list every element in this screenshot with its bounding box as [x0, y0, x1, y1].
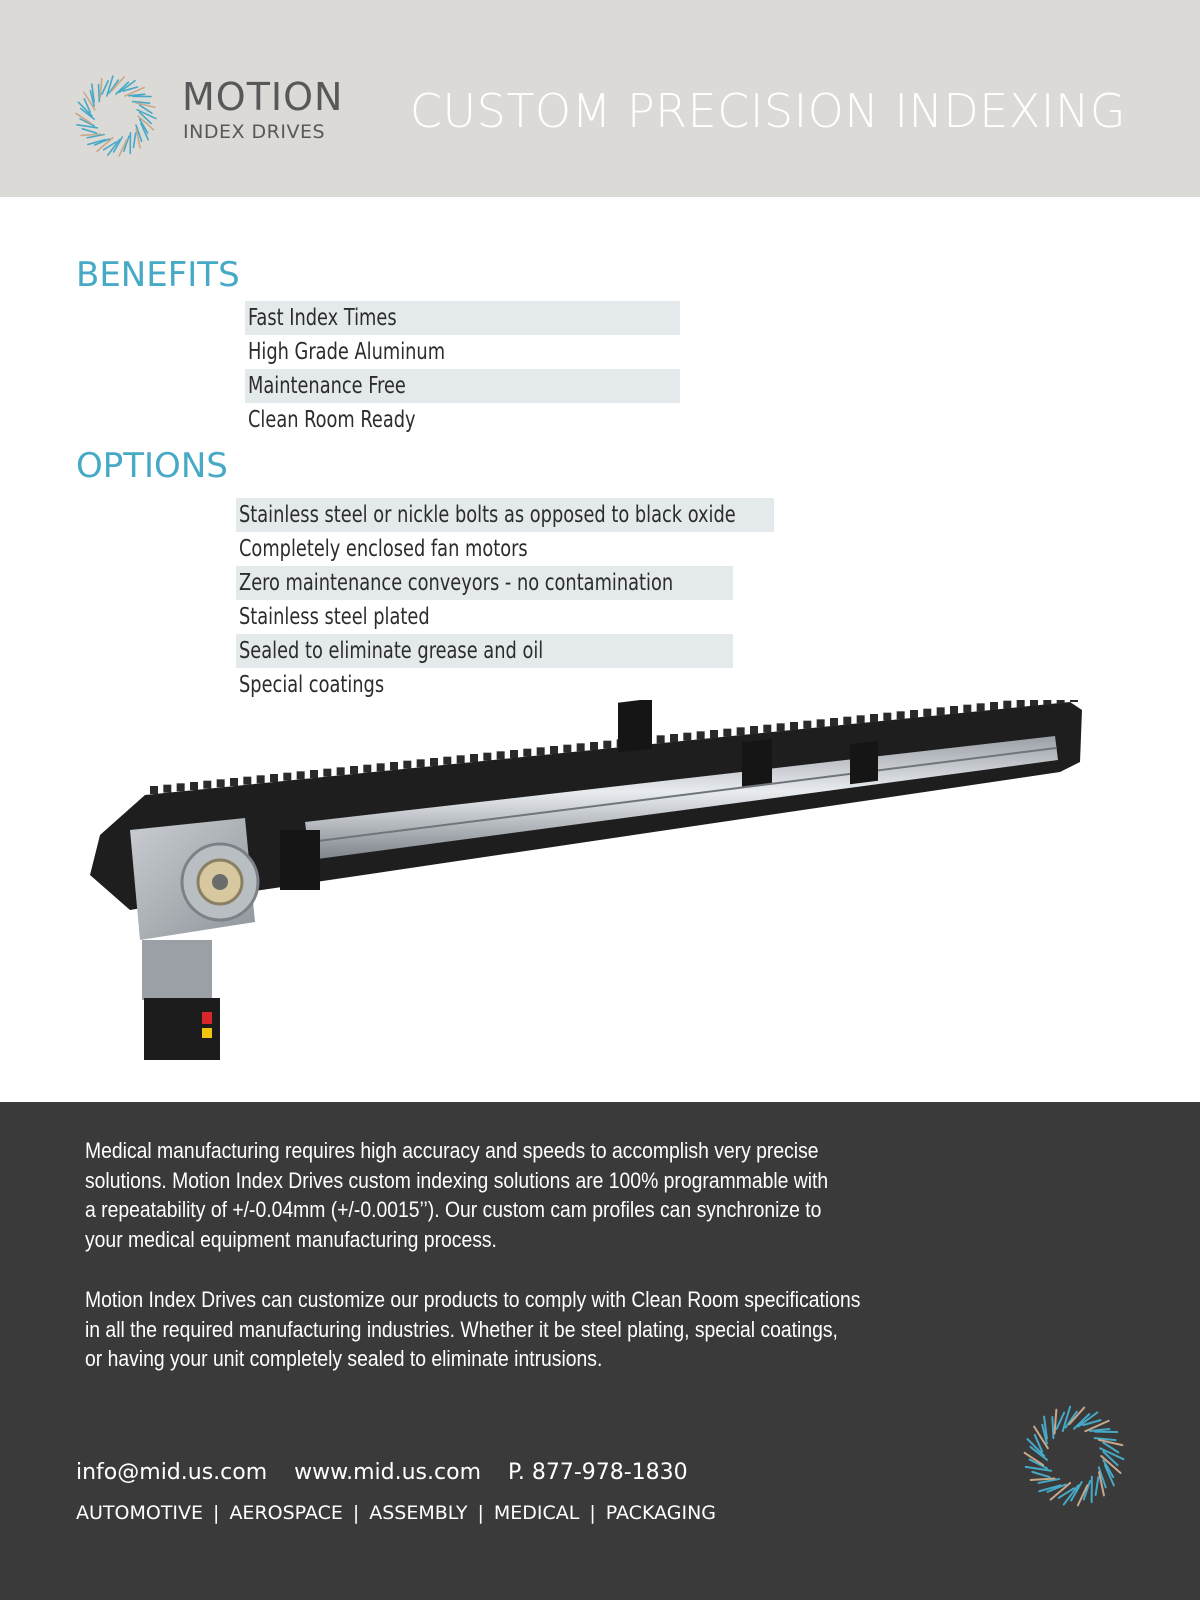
contact-phone: P. 877-978-1830: [508, 1460, 688, 1485]
option-item: Stainless steel plated: [239, 604, 430, 630]
industry-separator: |: [589, 1502, 596, 1524]
description-paragraph-1: Medical manufacturing requires high accuracy and speeds to accomplish very precise solutions. Motion Index Drives custom indexing solutions are 100% programmable with a repeatability of +/-0.04mm (+/-0.0015’’). Our custom cam profiles can synchronize to your medical equipment manufacturing process.: [85, 1138, 829, 1252]
benefit-item: Clean Room Ready: [248, 407, 416, 433]
option-item: Zero maintenance conveyors - no contamination: [236, 566, 733, 600]
option-item: Sealed to eliminate grease and oil: [236, 634, 733, 668]
industry-item: MEDICAL: [493, 1502, 580, 1524]
options-list: [236, 498, 776, 702]
industry-separator: |: [352, 1502, 360, 1524]
industries-list: [76, 1504, 716, 1523]
indexing-conveyor-image: [70, 700, 1110, 1090]
benefit-item: Fast Index Times: [245, 301, 680, 335]
options-heading: OPTIONS: [76, 446, 228, 486]
page-title: CUSTOM PRECISION INDEXING: [409, 84, 1126, 138]
footer-logo-ring-icon: [1022, 1404, 1126, 1508]
industry-separator: |: [213, 1502, 220, 1524]
option-item: Stainless steel or nickle bolts as opposed to black oxide: [236, 498, 774, 532]
option-item: Special coatings: [239, 672, 385, 698]
benefits-list: [245, 301, 680, 437]
benefits-heading: BENEFITS: [76, 255, 240, 295]
contact-website[interactable]: www.mid.us.com: [294, 1460, 481, 1485]
option-item: Completely enclosed fan motors: [239, 536, 528, 562]
benefit-item: High Grade Aluminum: [248, 339, 446, 365]
page-header: [0, 0, 1200, 197]
industry-item: ASSEMBLY: [369, 1502, 468, 1524]
industry-item: AEROSPACE: [229, 1502, 343, 1524]
description-paragraph-2: Motion Index Drives can customize our products to comply with Clean Room specifications in all the required manufacturing industries. Whether it be steel plating, special coatings, or having your unit completely sealed to eliminate intrusions.: [85, 1287, 861, 1371]
industry-item: AUTOMOTIVE: [76, 1502, 204, 1524]
contact-email[interactable]: info@mid.us.com: [76, 1460, 268, 1485]
brand-name-line2: INDEX DRIVES: [183, 121, 326, 143]
contact-line: [76, 1462, 708, 1484]
logo-ring-icon: [74, 74, 158, 158]
industry-item: PACKAGING: [605, 1502, 717, 1524]
industry-separator: |: [477, 1502, 484, 1524]
benefit-item: Maintenance Free: [245, 369, 680, 403]
brand-name-line1: MOTION: [182, 75, 344, 119]
